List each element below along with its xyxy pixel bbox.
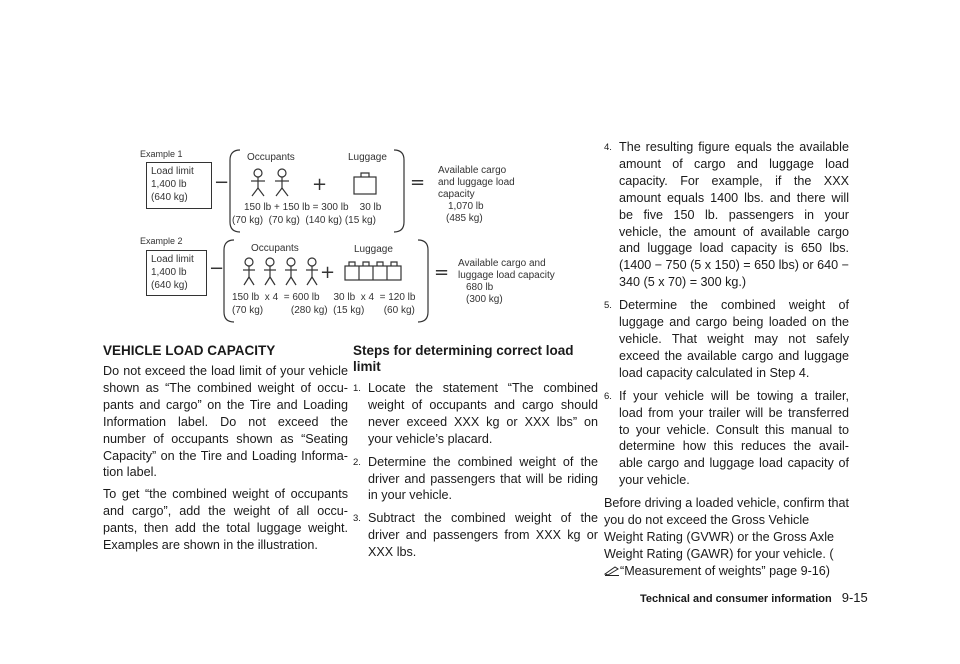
example-1-occupants-label: Occupants [247, 152, 295, 163]
example-1-calc-line-1: 150 lb + 150 lb = 300 lb 30 lb [244, 202, 382, 213]
equals-sign: = [410, 172, 426, 193]
example-2-calc-line-2: (70 kg) (280 kg) (15 kg) (60 kg) [232, 305, 415, 316]
list-item: 2. Determine the combined weight of the driver and passengers that will be riding in your vehicle. [353, 454, 598, 503]
minus-sign: − [214, 172, 230, 193]
load-limit-lb: 1,400 lb [151, 267, 187, 278]
list-item: 5. Determine the combined weight of luggage and cargo being loaded on the vehicle. That weight may not safely exceed the available cargo and luggage load capacity calculated in Step 4. [604, 298, 849, 380]
plus-sign: + [320, 262, 336, 283]
person-icon [251, 169, 265, 196]
load-limit-kg: (640 kg) [151, 280, 188, 291]
section-heading-steps: Steps for determining correct load limit [353, 343, 574, 374]
example-1-load-limit-box [146, 162, 212, 209]
load-limit-label: Load limit [151, 254, 194, 265]
column-1 [103, 343, 348, 559]
closing-paragraph: Before driving a loaded vehicle, confirm that you do not exceed the Gross Vehicle Weight Rating (GVWR) or the Gross Axle Weight Rating (GAWR) for your vehicle. (“Measurement of weights” page 9-16) [604, 496, 850, 578]
example-2-luggage-label: Luggage [354, 244, 393, 255]
equals-sign: = [434, 262, 450, 283]
person-icons [248, 168, 298, 198]
page-footer [640, 589, 868, 607]
example-2-load-limit-box [146, 250, 207, 296]
example-1-result: Available cargo and luggage load capacity 1,070 lb (485 kg) [438, 165, 515, 224]
column-2 [353, 343, 598, 567]
example-1-label: Example 1 [140, 149, 183, 159]
example-2-result: Available cargo and luggage load capacity 680 lb (300 kg) [458, 258, 555, 305]
example-2-label: Example 2 [140, 236, 183, 246]
example-1-calc-line-2: (70 kg) (70 kg) (140 kg) (15 kg) [232, 215, 376, 226]
page-number: 9-15 [841, 590, 868, 605]
example-1-luggage-label: Luggage [348, 152, 387, 163]
section-heading-load-capacity: VEHICLE LOAD CAPACITY [103, 343, 276, 358]
paragraph: To get “the combined weight of occupants and cargo”, add the weight of all occu-pants, then add the total luggage weight. Examples are shown in the illustration. [103, 487, 348, 553]
example-2-calc-line-1: 150 lb x 4 = 600 lb 30 lb x 4 = 120 lb [232, 292, 416, 303]
pen-reference-icon [604, 565, 620, 576]
load-limit-lb: 1,400 lb [151, 179, 187, 190]
luggage-icons-x4 [343, 258, 403, 282]
list-item: 6. If your vehicle will be towing a trailer, load from your trailer will be transferred to your vehicle. Consult this manual to determine how this reduces the avail-able cargo and luggage load capacity of your vehicle. [604, 388, 849, 488]
person-icon [275, 169, 289, 196]
column-3 [604, 139, 849, 585]
load-limit-kg: (640 kg) [151, 192, 188, 203]
paragraph: Do not exceed the load limit of your vehicle shown as “The combined weight of occu-pants and cargo” on the Tire and Loading Information label. Do not exceed the number of occupants shown as “Seating Capacity” on the Tire and Loading Informa-tion label. [103, 364, 348, 480]
plus-sign: + [312, 174, 328, 195]
example-2-occupants-label: Occupants [251, 243, 299, 254]
footer-section-title: Technical and consumer information [640, 593, 832, 605]
luggage-icon [352, 170, 378, 196]
list-item: 1. Locate the statement “The combined weight of occupants and cargo should never exceed XXX kg or XXX lbs” on your vehicle’s placard. [353, 381, 598, 446]
list-item: 4. The resulting figure equals the available amount of cargo and luggage load capacity. For example, if the XXX amount equals 1400 lbs. and there will be five 150 lb. passengers in your vehicle, the amount of available cargo and luggage load capacity is 650 lbs. (1400 − 750 (5 x 150) = 650 lbs) or 640 − 340 (5 x 70) = 300 kg.) [604, 140, 849, 290]
person-icons-x4 [241, 257, 321, 287]
minus-sign: − [209, 258, 225, 279]
list-item: 3. Subtract the combined weight of the driver and passengers from XXX kg or XXX lbs. [353, 511, 598, 560]
load-limit-label: Load limit [151, 166, 194, 177]
